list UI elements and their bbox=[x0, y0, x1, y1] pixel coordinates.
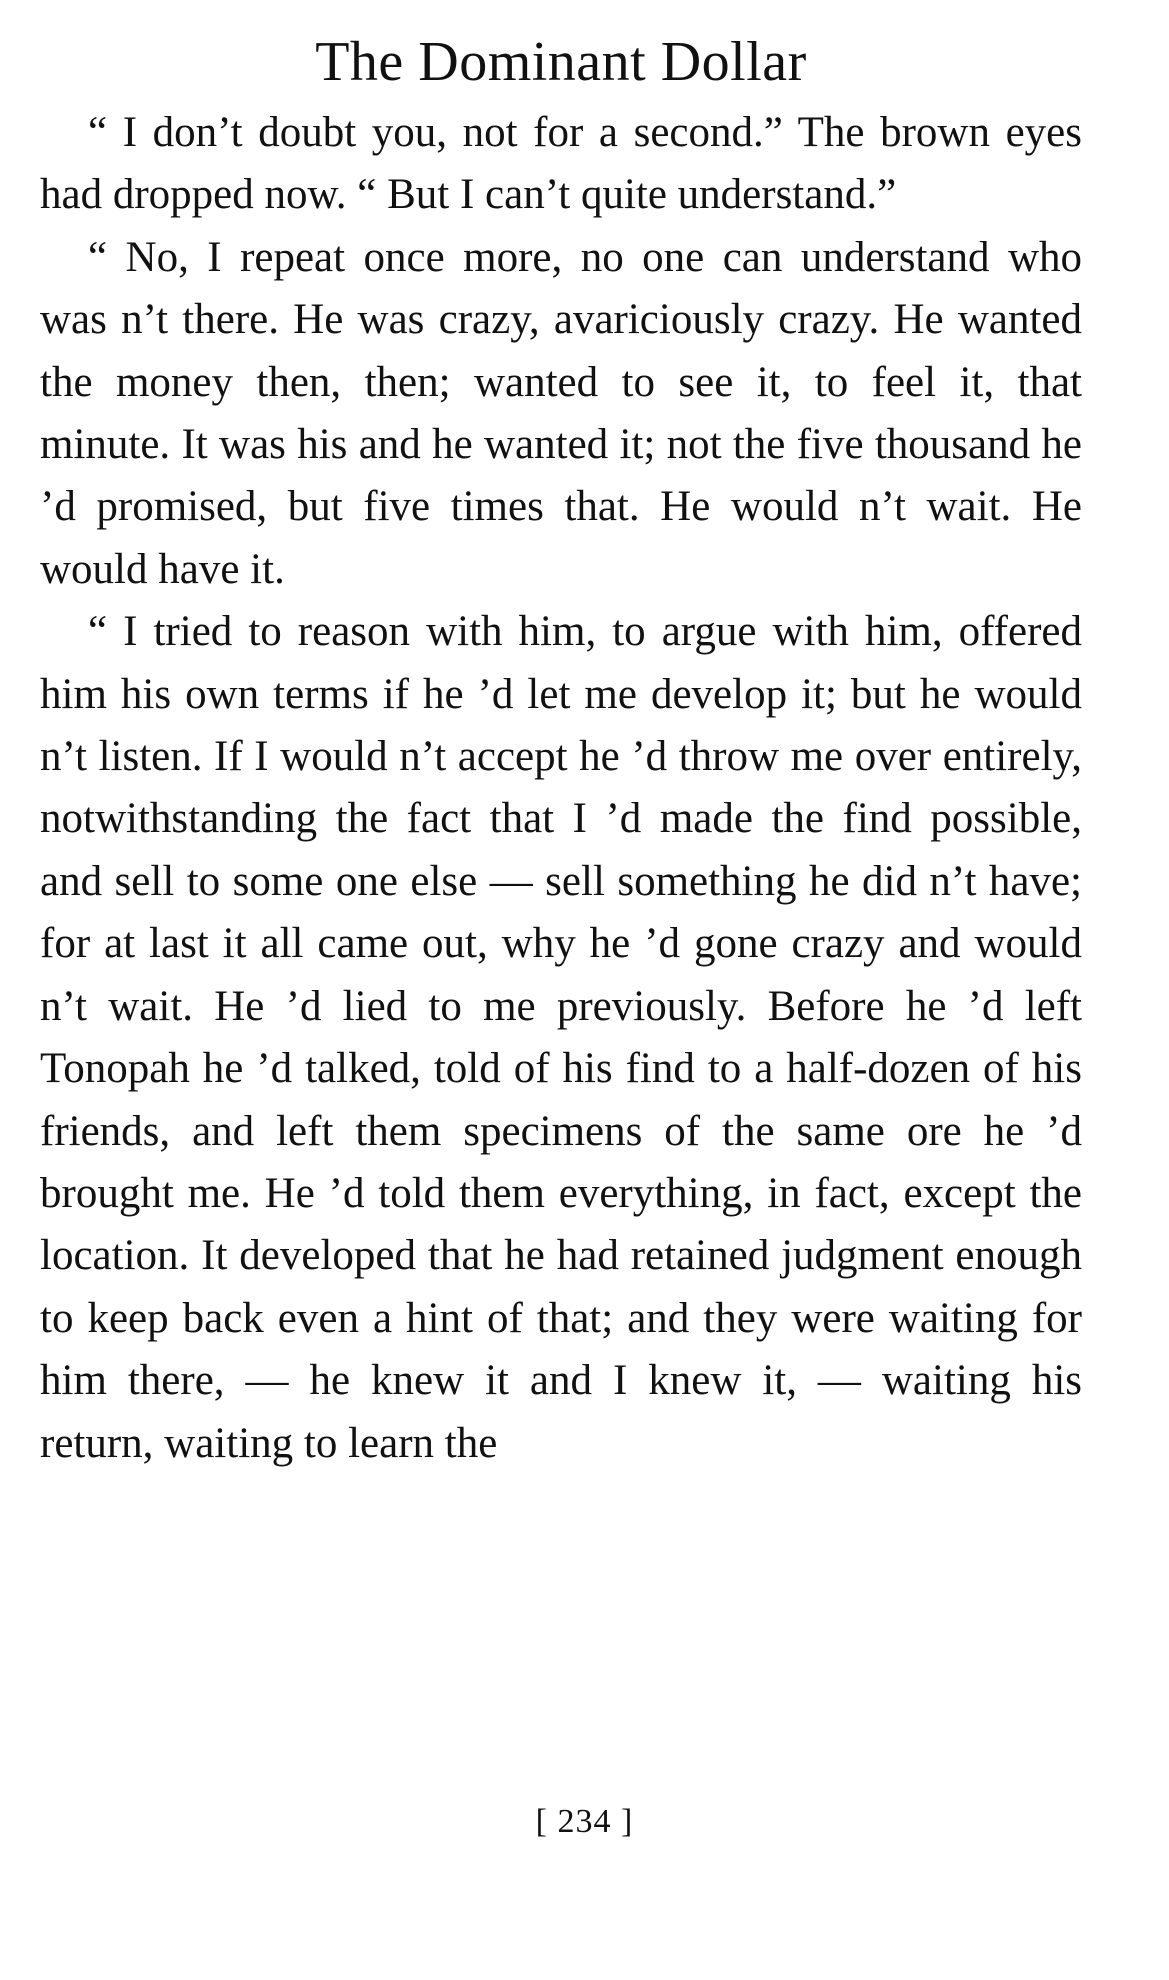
body-text bbox=[40, 102, 1082, 1475]
paragraph: “ No, I repeat once more, no one can understand who was n’t there. He was crazy, avariciously crazy. He wanted the money then, then; wanted to see it, to feel it, that minute. It was his and he wanted it; not the five thousand he ’d promised, but five times that. He would n’t wait. He would have it. bbox=[40, 233, 1082, 593]
paragraph: “ I tried to reason with him, to argue with him, offered him his own terms if he ’d let me develop it; but he would n’t listen. If I would n’t accept he ’d throw me over entirely, notwithstanding the fact that I ’d made the find possible, and sell to some one else — sell something he did n’t have; for at last it all came out, why he ’d gone crazy and would n’t wait. He ’d lied to me previously. Before he ’d left Tonopah he ’d talked, told of his find to a half-dozen of his friends, and left them specimens of the same ore he ’d brought me. He ’d told them everything, in fact, except the location. It developed that he had retained judgment enough to keep back even a hint of that; and they were waiting for him there, — he knew it and I knew it, — waiting his return, waiting to learn the bbox=[40, 608, 1082, 1467]
page-number: [ 234 ] bbox=[535, 1803, 634, 1840]
running-head: The Dominant Dollar bbox=[315, 31, 807, 93]
book-page bbox=[40, 24, 1082, 1475]
paragraph: “ I don’t doubt you, not for a second.” The brown eyes had dropped now. “ But I can’t quite understand.” bbox=[40, 109, 1082, 219]
